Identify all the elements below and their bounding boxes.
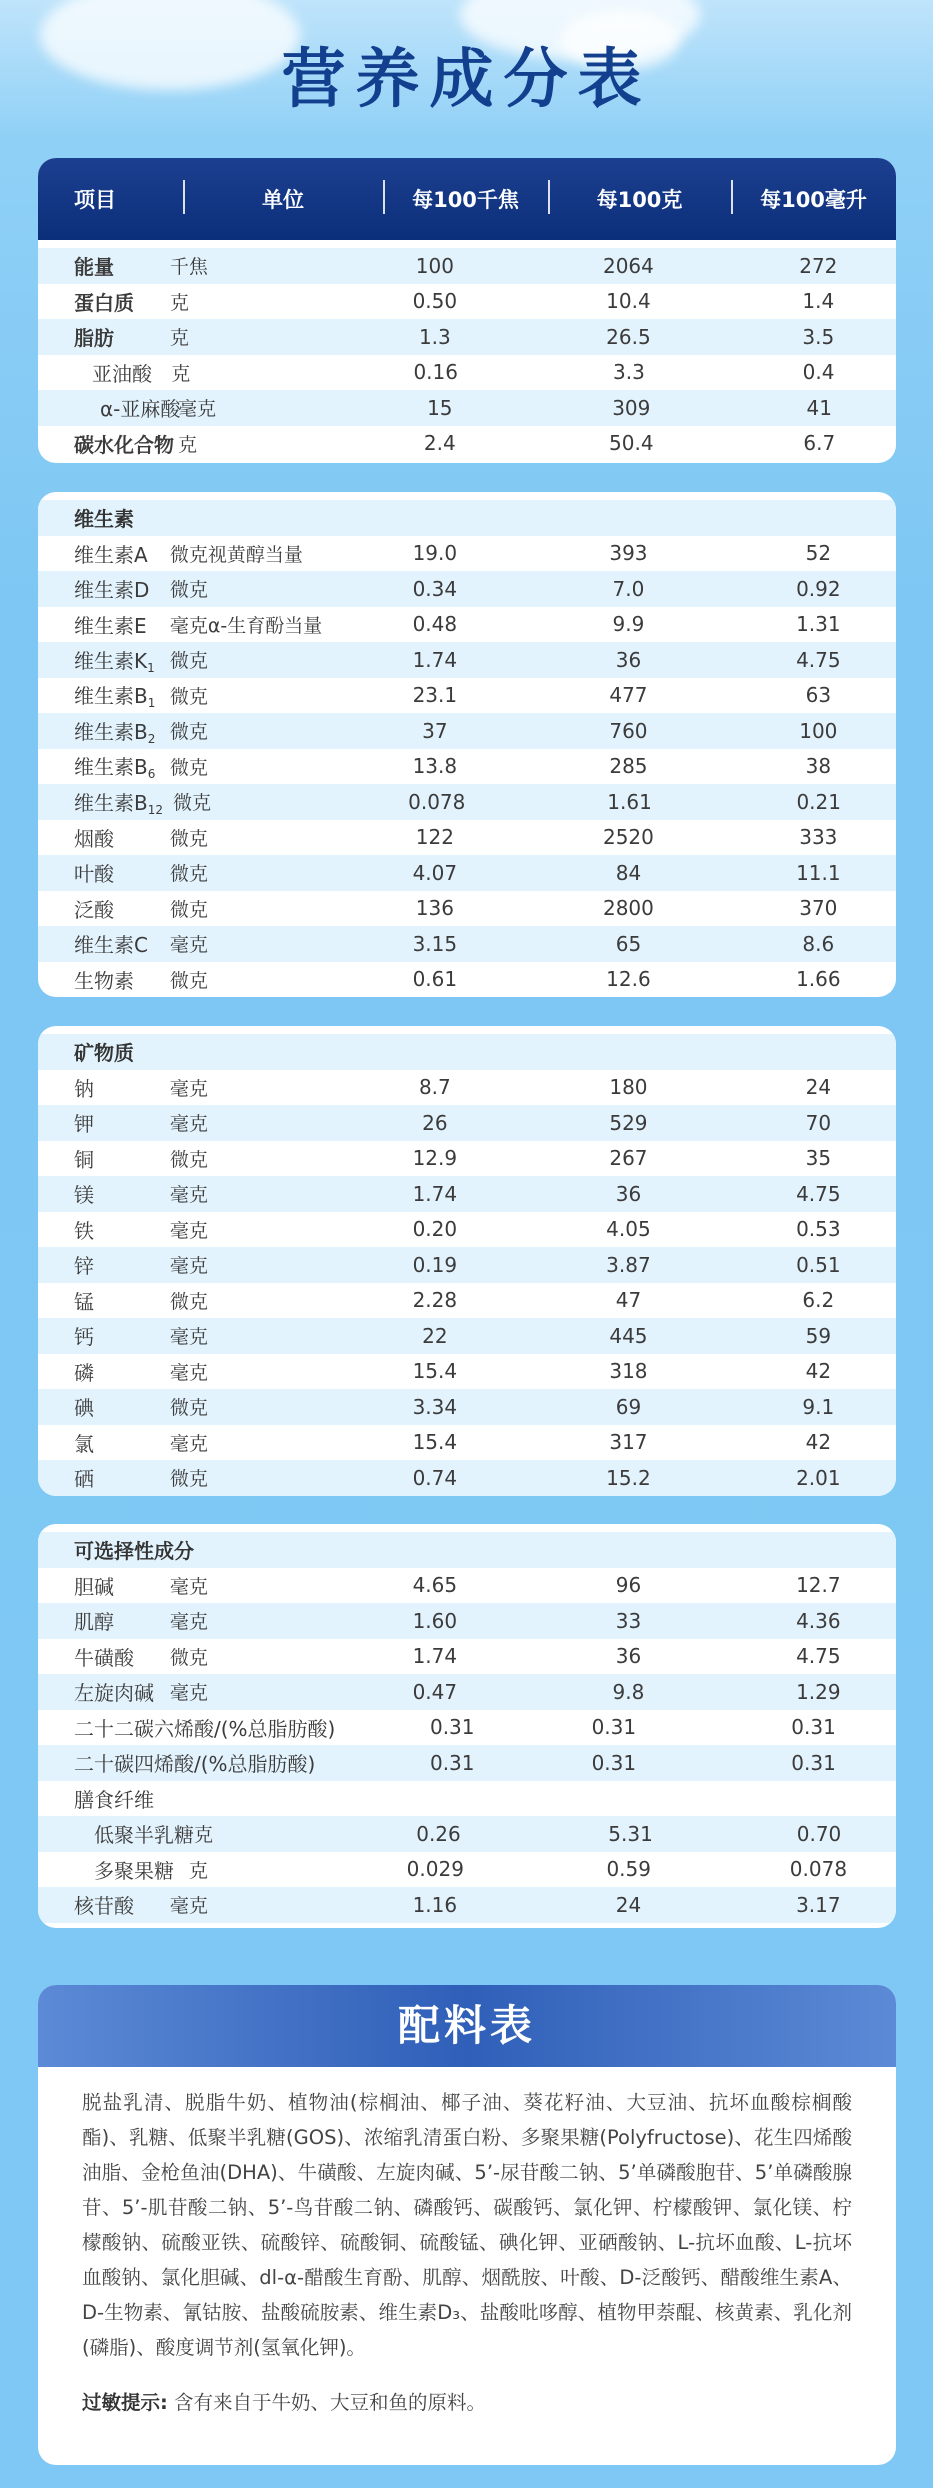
nutrient-subscript: 2	[147, 731, 156, 746]
nutrient-name: 磷	[74, 1360, 94, 1385]
table-row	[38, 1603, 896, 1639]
value-per-kj: 0.20	[412, 1217, 458, 1242]
value-per-kj: 15.4	[412, 1430, 458, 1455]
nutrient-name: 能量	[74, 255, 114, 280]
value-per-g: 15.2	[606, 1465, 651, 1490]
basic-rows	[38, 240, 896, 463]
allergy-note	[38, 2365, 896, 2415]
nutrient-name	[38, 787, 163, 817]
table-row	[38, 1070, 896, 1106]
value-per-ml: 4.75	[796, 1644, 841, 1669]
value-per-g: 9.9	[612, 612, 645, 637]
nutrient-unit: 克	[194, 1824, 214, 1847]
value-per-kj: 0.74	[412, 1465, 458, 1490]
value-per-kj: 0.50	[412, 289, 458, 314]
value-per-kj: 136	[415, 896, 454, 921]
value-per-kj: 3.34	[412, 1394, 458, 1419]
nutrient-unit: 毫克	[169, 934, 208, 957]
table-row	[38, 248, 896, 284]
table-row	[38, 891, 896, 927]
allergy-label: 过敏提示:	[82, 2391, 168, 2414]
value-per-ml: 0.31	[791, 1750, 836, 1775]
table-row	[38, 1141, 896, 1177]
nutrition-basic-table	[38, 158, 896, 463]
mineral-rows	[38, 1026, 896, 1496]
vitamin-rows	[38, 492, 896, 997]
nutrient-subscript: 1	[147, 660, 155, 675]
table-row	[38, 571, 896, 607]
table-row	[38, 1212, 896, 1248]
nutrient-name: 钾	[74, 1112, 94, 1137]
nutrient-name: 钠	[74, 1076, 94, 1101]
value-per-ml: 0.92	[796, 576, 841, 601]
value-per-ml: 4.75	[796, 1181, 841, 1206]
nutrient-name: 多聚果糖	[94, 1858, 174, 1883]
value-per-kj: 4.65	[412, 1573, 458, 1598]
value-per-ml: 24	[805, 1075, 832, 1100]
table-row	[38, 1816, 896, 1852]
header-per-g: 每100克	[548, 184, 731, 214]
nutrient-name: 维生素C	[74, 933, 148, 958]
section-title	[38, 1532, 896, 1568]
nutrient-name: 锰	[74, 1289, 94, 1314]
nutrient-name-text: 维生素B	[74, 790, 148, 815]
nutrient-name: 左旋肉碱	[74, 1681, 154, 1706]
value-per-ml: 41	[806, 395, 832, 420]
table-row	[38, 1781, 896, 1817]
value-per-kj: 0.19	[412, 1252, 458, 1277]
value-per-g: 24	[615, 1892, 642, 1917]
value-per-kj: 26	[422, 1110, 448, 1135]
nutrient-name: 铜	[74, 1147, 94, 1172]
nutrient-subscript: 12	[147, 802, 164, 817]
nutrient-unit: 微克视黄醇当量	[169, 543, 303, 566]
value-per-ml: 6.7	[803, 431, 836, 456]
table-row	[38, 1568, 896, 1604]
value-per-ml: 9.1	[802, 1394, 835, 1419]
nutrient-unit: 微克	[169, 863, 208, 886]
value-per-g: 33	[615, 1608, 642, 1633]
value-per-ml: 70	[805, 1110, 832, 1135]
value-per-kj: 19.0	[412, 541, 458, 566]
nutrient-unit: 克	[169, 327, 189, 350]
nutrient-name: 硒	[74, 1467, 94, 1492]
value-per-g: 2064	[602, 253, 654, 278]
nutrient-name: 维生素E	[74, 613, 147, 638]
nutrient-unit: 微克	[169, 579, 208, 602]
value-per-kj: 8.7	[418, 1075, 451, 1100]
value-per-ml: 42	[805, 1359, 832, 1384]
value-per-g: 0.59	[606, 1857, 651, 1882]
nutrient-unit: 微克	[169, 650, 208, 673]
value-per-ml: 1.4	[802, 289, 835, 314]
value-per-ml: 333	[799, 825, 838, 850]
value-per-kj: 15.4	[412, 1359, 458, 1384]
ingredients-text: 脱盐乳清、脱脂牛奶、植物油(棕榈油、椰子油、葵花籽油、大豆油、抗坏血酸棕榈酸酯)、乳糖、低聚半乳糖(GOS)、浓缩乳清蛋白粉、多聚果糖(Polyfructose)、花生四烯酸油脂、金枪鱼油(DHA)、牛磺酸、左旋肉碱、5’-尿苷酸二钠、5’单磷酸胞苷、5’单磷酸腺苷、5’-肌苷酸二钠、5’-鸟苷酸二钠、磷酸钙、碳酸钙、氯化钾、柠檬酸钾、氯化镁、柠檬酸钠、硫酸亚铁、硫酸锌、硫酸铜、硫酸锰、碘化钾、亚硒酸钠、L-抗坏血酸、L-抗坏血酸钠、氯化胆碱、dl-α-醋酸生育酚、肌醇、烟酰胺、叶酸、D-泛酸钙、醋酸维生素A、D-生物素、氰钴胺、盐酸硫胺素、维生素D₃、盐酸吡哆醇、植物甲萘醌、核黄素、乳化剂(磷脂)、酸度调节剂(氢氧化钾)。	[82, 2091, 852, 2359]
nutrient-unit: 毫克	[178, 398, 217, 421]
table-row	[38, 390, 896, 426]
nutrient-unit: 毫克	[169, 1255, 208, 1278]
nutrient-unit: 微克	[169, 969, 208, 992]
header-unit: 单位	[183, 184, 383, 214]
table-row	[38, 962, 896, 998]
table-row	[38, 284, 896, 320]
value-per-ml: 0.51	[796, 1252, 841, 1277]
nutrient-name	[38, 645, 160, 675]
table-header	[38, 158, 896, 240]
value-per-ml: 1.31	[796, 612, 841, 637]
nutrient-name: 叶酸	[74, 862, 114, 887]
nutrient-unit: 毫克	[169, 1682, 208, 1705]
nutrient-unit: 克	[178, 433, 198, 456]
value-per-kj: 13.8	[412, 754, 458, 779]
value-per-g: 393	[609, 541, 648, 566]
nutrient-unit: 毫克	[169, 1326, 208, 1349]
table-row	[38, 1176, 896, 1212]
value-per-kj: 0.47	[412, 1679, 458, 1704]
table-row	[38, 1745, 896, 1781]
value-per-g: 84	[615, 860, 642, 885]
value-per-kj: 1.74	[412, 647, 458, 672]
table-row	[38, 607, 896, 643]
value-per-g: 4.05	[606, 1217, 651, 1242]
nutrient-unit: 微克	[169, 721, 208, 744]
value-per-kj: 0.34	[412, 576, 458, 601]
nutrient-unit: 毫克	[169, 1575, 208, 1598]
nutrient-name: 烟酸	[74, 826, 114, 851]
value-per-kj: 1.74	[412, 1181, 458, 1206]
nutrient-name: 肌醇	[74, 1610, 114, 1635]
table-row	[38, 926, 896, 962]
table-row	[38, 678, 896, 714]
value-per-g: 180	[609, 1075, 648, 1100]
nutrient-name: 牛磺酸	[74, 1645, 134, 1670]
value-per-g: 445	[609, 1323, 648, 1348]
nutrient-name: 核苷酸	[74, 1894, 134, 1919]
value-per-g: 267	[609, 1146, 648, 1171]
nutrient-name: 维生素A	[74, 542, 148, 567]
value-per-ml: 11.1	[796, 860, 841, 885]
value-per-kj: 122	[415, 825, 454, 850]
table-row	[38, 1639, 896, 1675]
value-per-g: 26.5	[606, 324, 651, 349]
value-per-g: 2800	[602, 896, 654, 921]
table-row	[38, 1425, 896, 1461]
table-row	[38, 1283, 896, 1319]
value-per-g: 2520	[602, 825, 654, 850]
table-row	[38, 1852, 896, 1888]
value-per-kj: 23.1	[412, 683, 458, 708]
nutrient-name: 锌	[74, 1254, 94, 1279]
value-per-kj: 0.48	[412, 612, 458, 637]
table-row	[38, 426, 896, 462]
nutrient-name: 生物素	[74, 968, 134, 993]
value-per-kj: 100	[415, 253, 454, 278]
value-per-kj: 2.4	[423, 431, 456, 456]
value-per-g: 36	[615, 1644, 642, 1669]
nutrient-unit: 毫克	[169, 1361, 208, 1384]
vitamins-table	[38, 492, 896, 997]
nutrient-unit: 毫克	[169, 1432, 208, 1455]
value-per-ml: 2.01	[796, 1465, 841, 1490]
value-per-ml: 3.17	[796, 1892, 841, 1917]
table-row	[38, 1354, 896, 1390]
value-per-g: 5.31	[608, 1821, 653, 1846]
ingredients-title: 配料表	[38, 1985, 896, 2067]
nutrient-unit: 微克	[169, 756, 208, 779]
value-per-kj: 4.07	[412, 860, 458, 885]
nutrient-name: 铁	[74, 1218, 94, 1243]
value-per-kj: 12.9	[412, 1146, 458, 1171]
nutrient-unit: 微克	[169, 1148, 208, 1171]
value-per-ml: 12.7	[796, 1573, 841, 1598]
value-per-kj: 2.28	[412, 1288, 458, 1313]
value-per-kj: 37	[422, 718, 448, 743]
value-per-ml: 0.4	[802, 360, 835, 385]
section-title-text: 可选择性成分	[74, 1539, 194, 1564]
table-row	[38, 749, 896, 785]
value-per-kj: 1.16	[412, 1892, 458, 1917]
value-per-g: 47	[615, 1288, 642, 1313]
nutrient-name: 脂肪	[74, 326, 114, 351]
section-title	[38, 500, 896, 536]
value-per-g: 69	[615, 1394, 642, 1419]
nutrient-unit: 克	[188, 1859, 208, 1882]
nutrient-name: 二十碳四烯酸/(%总脂肪酸)	[74, 1752, 316, 1777]
value-per-g: 760	[609, 718, 648, 743]
table-row	[38, 642, 896, 678]
value-per-g: 3.87	[606, 1252, 651, 1277]
nutrient-name: 钙	[74, 1325, 94, 1350]
nutrient-unit: 毫克	[169, 1219, 208, 1242]
nutrient-name-text: 维生素K	[74, 648, 148, 673]
table-row	[38, 1318, 896, 1354]
value-per-ml: 0.31	[791, 1715, 836, 1740]
value-per-g: 50.4	[609, 431, 654, 456]
nutrient-name: 蛋白质	[74, 290, 134, 315]
header-item: 项目	[74, 188, 116, 212]
value-per-ml: 52	[805, 541, 832, 566]
value-per-kj: 15	[427, 395, 453, 420]
value-per-g: 3.3	[613, 360, 645, 385]
nutrient-unit: 微克	[169, 685, 208, 708]
nutrient-unit: 微克	[169, 1397, 208, 1420]
table-row	[38, 536, 896, 572]
value-per-g: 477	[609, 683, 648, 708]
nutrient-name: 亚油酸	[92, 361, 152, 386]
value-per-g: 36	[615, 647, 642, 672]
nutrient-name	[38, 716, 160, 746]
value-per-g: 1.61	[607, 789, 652, 814]
optional-table	[38, 1524, 896, 1928]
nutrient-unit: 微克	[169, 1468, 208, 1491]
nutrient-unit: 毫克	[169, 1184, 208, 1207]
value-per-g: 318	[609, 1359, 648, 1384]
nutrient-name: α-亚麻酸	[100, 397, 181, 422]
nutrient-unit: 微克	[173, 792, 212, 815]
table-row	[38, 1674, 896, 1710]
table-row	[38, 855, 896, 891]
table-row	[38, 1887, 896, 1923]
value-per-kj: 0.61	[412, 967, 458, 992]
nutrient-unit: 微克	[169, 1646, 208, 1669]
table-row	[38, 784, 896, 820]
value-per-ml: 370	[799, 896, 838, 921]
header-per-kj: 每100千焦	[383, 184, 548, 214]
value-per-ml: 100	[799, 718, 838, 743]
value-per-kj: 0.16	[413, 360, 458, 385]
value-per-kj: 3.15	[412, 931, 458, 956]
value-per-ml: 63	[805, 683, 832, 708]
value-per-ml: 3.5	[802, 324, 835, 349]
nutrient-name: 氯	[74, 1431, 94, 1456]
value-per-ml: 0.53	[796, 1217, 841, 1242]
header-per-ml: 每100毫升	[731, 184, 896, 214]
value-per-g: 36	[615, 1181, 642, 1206]
fiber-label: 膳食纤维	[74, 1787, 154, 1812]
value-per-ml: 8.6	[802, 931, 835, 956]
table-row	[38, 1247, 896, 1283]
value-per-kj: 0.029	[406, 1857, 464, 1882]
value-per-kj: 1.60	[412, 1608, 458, 1633]
nutrient-unit: 毫克	[169, 1113, 208, 1136]
value-per-g: 285	[609, 754, 648, 779]
nutrient-name-text: 维生素B	[74, 684, 148, 709]
section-title	[38, 1034, 896, 1070]
value-per-ml: 1.29	[796, 1679, 841, 1704]
value-per-g: 10.4	[606, 289, 651, 314]
table-row	[38, 1389, 896, 1425]
nutrient-unit: 千焦	[169, 256, 208, 279]
value-per-g: 309	[612, 395, 651, 420]
table-row	[38, 1460, 896, 1496]
nutrient-name: 维生素D	[74, 578, 150, 603]
value-per-kj: 1.3	[418, 324, 451, 349]
value-per-ml: 0.21	[796, 789, 841, 814]
value-per-ml: 4.36	[796, 1608, 841, 1633]
value-per-kj: 0.31	[429, 1750, 475, 1775]
nutrient-unit: 微克	[169, 1290, 208, 1313]
nutrient-name: 泛酸	[74, 897, 114, 922]
nutrient-unit: 克	[171, 362, 191, 385]
value-per-ml: 6.2	[802, 1288, 835, 1313]
value-per-ml: 59	[805, 1323, 832, 1348]
value-per-ml: 42	[805, 1430, 832, 1455]
value-per-g: 65	[615, 931, 642, 956]
minerals-table	[38, 1026, 896, 1496]
value-per-kj: 0.31	[429, 1715, 475, 1740]
value-per-ml: 1.66	[796, 967, 841, 992]
value-per-ml: 38	[805, 754, 832, 779]
value-per-kj: 0.26	[416, 1821, 461, 1846]
nutrient-name: 碳水化合物	[74, 432, 174, 457]
value-per-g: 0.31	[591, 1750, 637, 1775]
value-per-ml: 4.75	[796, 647, 841, 672]
value-per-g: 12.6	[606, 967, 651, 992]
ingredients-card	[38, 1985, 896, 2465]
optional-rows	[38, 1524, 896, 1928]
nutrient-name: 镁	[74, 1183, 94, 1208]
value-per-g: 0.31	[591, 1715, 637, 1740]
table-row	[38, 1105, 896, 1141]
value-per-kj: 22	[422, 1323, 448, 1348]
value-per-kj: 1.74	[412, 1644, 458, 1669]
value-per-g: 317	[609, 1430, 648, 1455]
nutrient-unit: 毫克α-生育酚当量	[169, 614, 323, 637]
nutrient-name: 低聚半乳糖	[94, 1823, 194, 1848]
table-row	[38, 319, 896, 355]
table-row	[38, 1710, 896, 1746]
nutrient-unit: 毫克	[169, 1077, 208, 1100]
table-row	[38, 355, 896, 391]
nutrient-name-text: 维生素B	[74, 755, 148, 780]
page-title: 营养成分表	[281, 43, 652, 117]
nutrient-name	[38, 680, 160, 710]
nutrient-subscript: 1	[147, 696, 156, 711]
value-per-kj: 0.078	[408, 789, 466, 814]
nutrient-unit: 毫克	[169, 1611, 208, 1634]
nutrient-name: 碘	[74, 1396, 94, 1421]
value-per-g: 96	[615, 1573, 642, 1598]
nutrient-name: 二十二碳六烯酸/(%总脂肪酸)	[74, 1716, 336, 1741]
table-row	[38, 820, 896, 856]
allergy-text: 含有来自于牛奶、大豆和鱼的原料。	[174, 2391, 487, 2414]
nutrient-name: 胆碱	[74, 1574, 114, 1599]
value-per-g: 529	[609, 1110, 648, 1135]
nutrient-unit: 微克	[169, 827, 208, 850]
nutrient-subscript: 6	[147, 767, 156, 782]
nutrient-unit: 微克	[169, 898, 208, 921]
nutrient-name-text: 维生素B	[74, 719, 148, 744]
value-per-g: 7.0	[612, 576, 645, 601]
nutrient-name	[38, 751, 160, 781]
value-per-ml: 0.078	[789, 1857, 848, 1882]
value-per-ml: 35	[805, 1146, 832, 1171]
section-title-text: 维生素	[74, 507, 134, 532]
nutrient-unit: 克	[169, 291, 189, 314]
value-per-g: 9.8	[612, 1679, 645, 1704]
value-per-ml: 0.70	[796, 1821, 842, 1846]
section-title-text: 矿物质	[74, 1041, 134, 1066]
table-row	[38, 713, 896, 749]
nutrient-unit: 毫克	[169, 1895, 208, 1918]
value-per-ml: 272	[799, 253, 838, 278]
